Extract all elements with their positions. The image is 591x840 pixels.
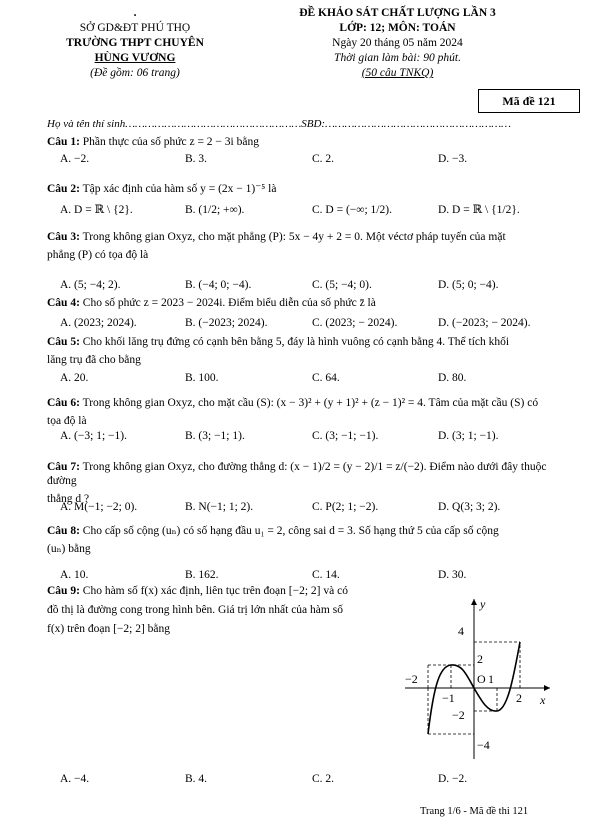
- exam-date: Ngày 20 tháng 05 năm 2024: [332, 37, 463, 49]
- option-d[interactable]: D. (−2023; − 2024).: [438, 317, 531, 329]
- option-b[interactable]: B. (3; −1; 1).: [185, 430, 245, 442]
- question-label: Câu 2:: [47, 183, 80, 195]
- exam-time: Thời gian làm bài: 90 phút.: [334, 52, 461, 64]
- option-a[interactable]: A. 10.: [60, 569, 89, 581]
- page-count: (Đề gồm: 06 trang): [90, 67, 180, 79]
- option-b[interactable]: B. (−2023; 2024).: [185, 317, 268, 329]
- option-b[interactable]: B. 162.: [185, 569, 219, 581]
- question-label: Câu 3:: [47, 231, 80, 243]
- question-label: Câu 4:: [47, 297, 80, 309]
- school-name: TRƯỜNG THPT CHUYÊN: [66, 37, 204, 49]
- question-count: (50 câu TNKQ): [361, 67, 434, 79]
- tick-y4: 4: [458, 624, 464, 638]
- option-b[interactable]: B. 4.: [185, 773, 208, 785]
- question-label: Câu 1:: [47, 136, 80, 148]
- question-stem-cont: phẳng (P) có tọa độ là: [47, 249, 149, 261]
- tick-ym4: −4: [477, 738, 490, 752]
- question-stem-cont: thẳng d ?: [47, 493, 90, 505]
- question-stem-cont: lăng trụ đã cho bằng: [47, 354, 141, 366]
- question-text: [47, 584, 392, 636]
- header-dot: .: [133, 7, 137, 19]
- option-b[interactable]: B. (1/2; +∞).: [185, 204, 245, 216]
- option-a[interactable]: A. −4.: [60, 773, 90, 785]
- question-stem: Cho cấp số cộng (uₙ) có số hạng đầu u₁ = 2, công sai d = 3. Số hạng thứ 5 của cấp số cộng: [82, 525, 499, 537]
- tick-y2: 2: [477, 652, 483, 666]
- option-a[interactable]: A. D = ℝ \ {2}.: [60, 204, 133, 216]
- exam-title: ĐỀ KHẢO SÁT CHẤT LƯỢNG LẦN 3: [299, 7, 496, 19]
- question-label: Câu 9:: [47, 585, 80, 597]
- student-info-line: Họ và tên thí sinh………………………………………………SBD:…………………………………………………: [47, 118, 511, 130]
- question-text: [47, 230, 547, 262]
- tick-ym2: −2: [452, 708, 465, 722]
- option-d[interactable]: D. 30.: [438, 569, 467, 581]
- option-b[interactable]: B. 100.: [185, 372, 219, 384]
- function-graph: [400, 594, 560, 764]
- option-a[interactable]: A. 20.: [60, 372, 89, 384]
- question-text: [47, 135, 547, 149]
- option-d[interactable]: D. D = ℝ \ {1/2}.: [438, 204, 520, 216]
- option-d[interactable]: D. −3.: [438, 153, 468, 165]
- option-c[interactable]: C. 2.: [312, 153, 335, 165]
- option-b[interactable]: B. 3.: [185, 153, 208, 165]
- x-axis-label: x: [540, 693, 546, 707]
- question-text: [47, 524, 547, 556]
- option-c[interactable]: C. D = (−∞; 1/2).: [312, 204, 392, 216]
- question-text: [47, 335, 547, 367]
- page-footer: Trang 1/6 - Mã đề thi 121: [420, 806, 529, 817]
- question-stem-cont: tọa độ là: [47, 415, 87, 427]
- option-a[interactable]: A. (2023; 2024).: [60, 317, 137, 329]
- exam-subject: LỚP: 12; MÔN: TOÁN: [339, 22, 456, 34]
- origin-label: O: [477, 672, 486, 686]
- question-stem-cont: đồ thị là đường cong trong hình bên. Giá trị lớn nhất của hàm số: [47, 604, 343, 616]
- option-c[interactable]: C. (2023; − 2024).: [312, 317, 398, 329]
- question-stem-cont: (uₙ) bằng: [47, 543, 91, 555]
- question-text: [47, 396, 547, 428]
- option-d[interactable]: D. Q(3; 3; 2).: [438, 501, 501, 513]
- question-stem-cont: f(x) trên đoạn [−2; 2] bằng: [47, 623, 171, 635]
- question-stem: Tập xác định của hàm số y = (2x − 1)⁻⁵ là: [82, 183, 277, 195]
- option-c[interactable]: C. (3; −1; −1).: [312, 430, 379, 442]
- question-label: Câu 6:: [47, 397, 80, 409]
- option-d[interactable]: D. −2.: [438, 773, 468, 785]
- option-c[interactable]: C. 14.: [312, 569, 340, 581]
- tick-xm2: −2: [405, 672, 418, 686]
- y-axis-label: y: [480, 597, 486, 611]
- option-b[interactable]: B. N(−1; 1; 2).: [185, 501, 254, 513]
- question-stem: Cho hàm số f(x) xác định, liên tục trên đoạn [−2; 2] và có: [82, 585, 348, 597]
- question-text: [47, 182, 547, 196]
- option-c[interactable]: C. (5; −4; 0).: [312, 279, 372, 291]
- question-label: Câu 5:: [47, 336, 80, 348]
- option-a[interactable]: A. M(−1; −2; 0).: [60, 501, 138, 513]
- tick-xm1: −1: [442, 691, 455, 705]
- question-stem: Trong không gian Oxyz, cho đường thẳng d: (x − 1)/2 = (y − 2)/1 = z/(−2). Điểm nào dưới đây thuộc đường: [47, 461, 547, 487]
- option-b[interactable]: B. (−4; 0; −4).: [185, 279, 252, 291]
- department-name: SỞ GD&ĐT PHÚ THỌ: [79, 22, 191, 34]
- option-a[interactable]: A. (5; −4; 2).: [60, 279, 121, 291]
- option-c[interactable]: C. 64.: [312, 372, 340, 384]
- question-stem: Cho số phức z = 2023 − 2024i. Điểm biểu diễn của số phức z̄ là: [82, 297, 376, 309]
- question-label: Câu 7:: [47, 461, 80, 473]
- option-a[interactable]: A. −2.: [60, 153, 90, 165]
- option-d[interactable]: D. (3; 1; −1).: [438, 430, 499, 442]
- question-text: [47, 296, 547, 310]
- option-a[interactable]: A. (−3; 1; −1).: [60, 430, 127, 442]
- question-stem: Phần thực của số phức z = 2 − 3i bằng: [82, 136, 259, 148]
- question-label: Câu 8:: [47, 525, 80, 537]
- tick-x2: 2: [516, 691, 522, 705]
- option-c[interactable]: C. 2.: [312, 773, 335, 785]
- option-d[interactable]: D. (5; 0; −4).: [438, 279, 499, 291]
- question-stem: Trong không gian Oxyz, cho mặt phẳng (P): 5x − 4y + 2 = 0. Một véctơ pháp tuyến của mặt: [82, 231, 506, 243]
- tick-x1: 1: [488, 672, 494, 686]
- school-name-2: HÙNG VƯƠNG: [94, 52, 176, 64]
- option-c[interactable]: C. P(2; 1; −2).: [312, 501, 379, 513]
- exam-code-box: Mã đề 121: [478, 89, 580, 113]
- option-d[interactable]: D. 80.: [438, 372, 467, 384]
- question-stem: Trong không gian Oxyz, cho mặt cầu (S): (x − 3)² + (y + 1)² + (z − 1)² = 4. Tâm của mặt cầu (S) có: [82, 397, 539, 409]
- question-stem: Cho khối lăng trụ đứng có cạnh bên bằng 5, đáy là hình vuông có cạnh bằng 4. Thể tích khối: [82, 336, 510, 348]
